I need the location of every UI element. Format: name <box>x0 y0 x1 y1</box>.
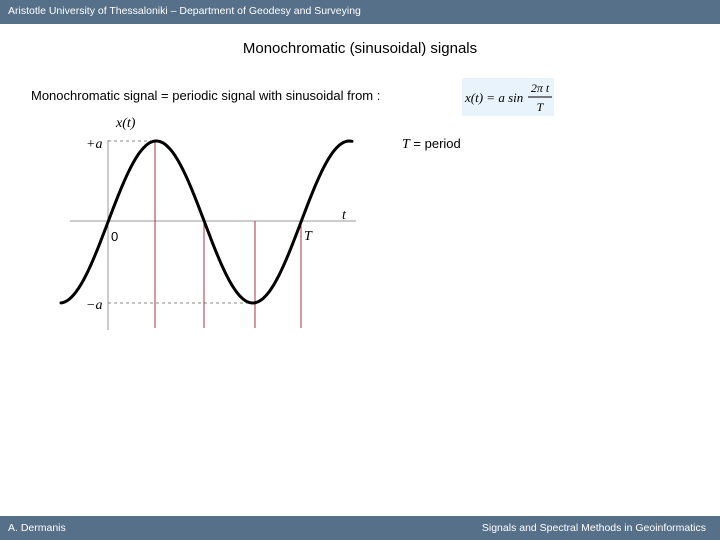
slide-title: Monochromatic (sinusoidal) signals <box>242 40 478 57</box>
x-axis-label: t <box>342 208 346 223</box>
footer-course: Signals and Spectral Methods in Geoinformatics <box>481 522 706 534</box>
definition-text: Monochromatic signal = periodic signal with sinusoidal from : <box>31 88 381 103</box>
formula-denominator: T <box>536 100 544 114</box>
header-institution: Aristotle University of Thessaloniki – Department of Geodesy and Surveying <box>8 5 361 17</box>
origin-label: 0 <box>111 229 119 244</box>
formula-lhs: x(t) = a sin <box>465 90 524 105</box>
period-note <box>402 136 461 152</box>
plus-a-label: +a <box>86 137 103 152</box>
period-note-text: = period <box>409 136 461 151</box>
period-note-symbol: T <box>402 137 410 152</box>
footer-bar <box>0 516 720 540</box>
footer-author: A. Dermanis <box>8 522 66 534</box>
sinusoid-curve <box>61 141 352 303</box>
period-tick-label: T <box>304 229 312 244</box>
formula-numerator: 2π t <box>530 81 550 95</box>
y-axis-label: x(t) <box>116 116 136 131</box>
minus-a-label: −a <box>86 298 103 313</box>
